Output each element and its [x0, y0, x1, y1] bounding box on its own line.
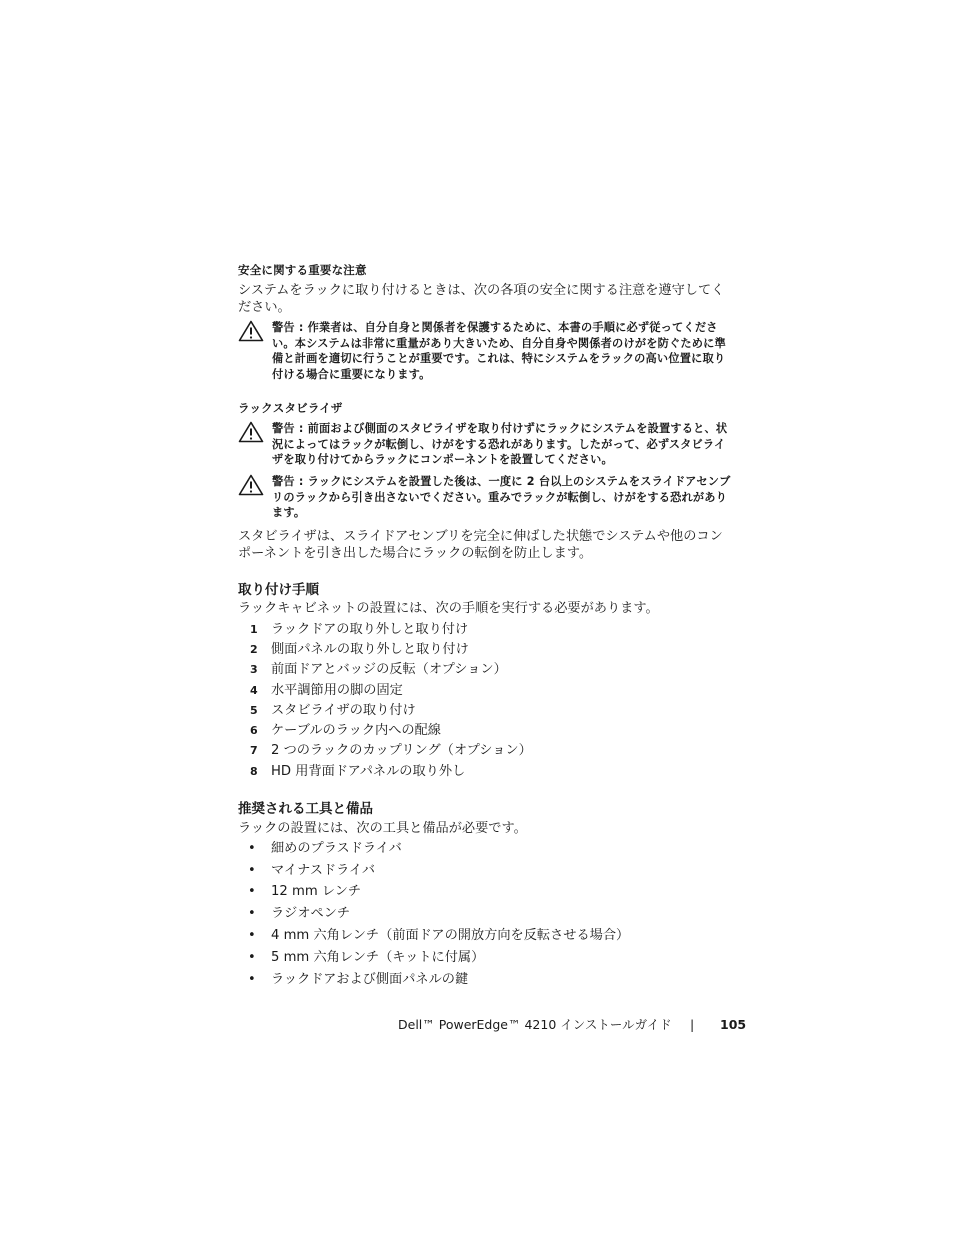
document-page: [238, 0, 738, 1235]
safety-heading: 安全に関する重要な注意: [238, 263, 367, 277]
procedure-heading: 取り付け手順: [238, 582, 319, 598]
tools-intro: ラックの設置には、次の工具と備品が必要です。: [238, 821, 527, 836]
warning-triangle-icon: [238, 421, 264, 443]
warning-block-2: [238, 421, 738, 471]
procedure-step: 6 ケーブルのラック内への配線: [250, 723, 441, 738]
page-number: 105: [720, 1017, 747, 1032]
page-footer: [398, 1016, 747, 1034]
procedure-step: 4 水平調節用の脚の固定: [250, 683, 403, 698]
warning-text-1: 警告 : 作業者は、自分自身と関係者を保護するために、本書の手順に必ず従ってください。本システムは非常に重量があり大きいため、自分自身や関係者のけがを防ぐために準備と計画を適切に行うことが重要です。これは、特にシステムをラックの高い位置に取り付ける場合に重要になります。: [272, 321, 726, 381]
stabilizer-heading: ラックスタビライザ: [238, 401, 343, 415]
safety-intro: システムをラックに取り付けるときは、次の各項の安全に関する注意を遵守してください。: [238, 283, 725, 315]
procedure-step: 8 HD 用背面ドアパネルの取り外し: [250, 764, 466, 779]
procedure-step: 1 ラックドアの取り外しと取り付け: [250, 622, 469, 637]
tools-item: • ラジオペンチ: [248, 906, 351, 921]
warning-block-3: [238, 474, 738, 524]
tools-item: • マイナスドライバ: [248, 863, 376, 878]
warning-text-3: 警告 : ラックにシステムを設置した後は、一度に 2 台以上のシステムをスライドアセンブリのラックから引き出さないでください。重みでラックが転倒し、けがをする恐れがあります。: [272, 475, 731, 519]
warning-triangle-icon: [238, 320, 264, 342]
tools-item: • 12 mm レンチ: [248, 884, 362, 899]
procedure-intro: ラックキャビネットの設置には、次の手順を実行する必要があります。: [238, 601, 659, 616]
tools-item: • ラックドアおよび側面パネルの鍵: [248, 972, 469, 987]
warning-block-1: [238, 320, 738, 386]
warning-text-2: 警告 : 前面および側面のスタビライザを取り付けずにラックにシステムを設置すると、状況によってはラックが転倒し、けがをする恐れがあります。したがって、必ずスタビライザを取り付けてからラックにコンポーネントを設置してください。: [272, 422, 728, 466]
procedure-step: 3 前面ドアとバッジの反転（オプション）: [250, 662, 507, 677]
tools-heading: 推奨される工具と備品: [238, 801, 373, 817]
footer-separator: |: [690, 1017, 695, 1032]
procedure-step: 5 スタビライザの取り付け: [250, 703, 416, 718]
tools-item: • 5 mm 六角レンチ（キットに付属）: [248, 950, 485, 965]
procedure-step: 7 2 つのラックのカップリング（オプション）: [250, 743, 532, 758]
footer-title: Dell™ PowerEdge™ 4210 インストールガイド: [398, 1017, 672, 1032]
warning-triangle-icon: [238, 474, 264, 496]
stabilizer-body: スタビライザは、スライドアセンブリを完全に伸ばした状態でシステムや他のコンポーネントを引き出した場合にラックの転倒を防止します。: [238, 529, 723, 561]
procedure-step: 2 側面パネルの取り外しと取り付け: [250, 642, 469, 657]
tools-item: • 細めのプラスドライバ: [248, 841, 402, 856]
tools-item: • 4 mm 六角レンチ（前面ドアの開放方向を反転させる場合）: [248, 928, 630, 943]
